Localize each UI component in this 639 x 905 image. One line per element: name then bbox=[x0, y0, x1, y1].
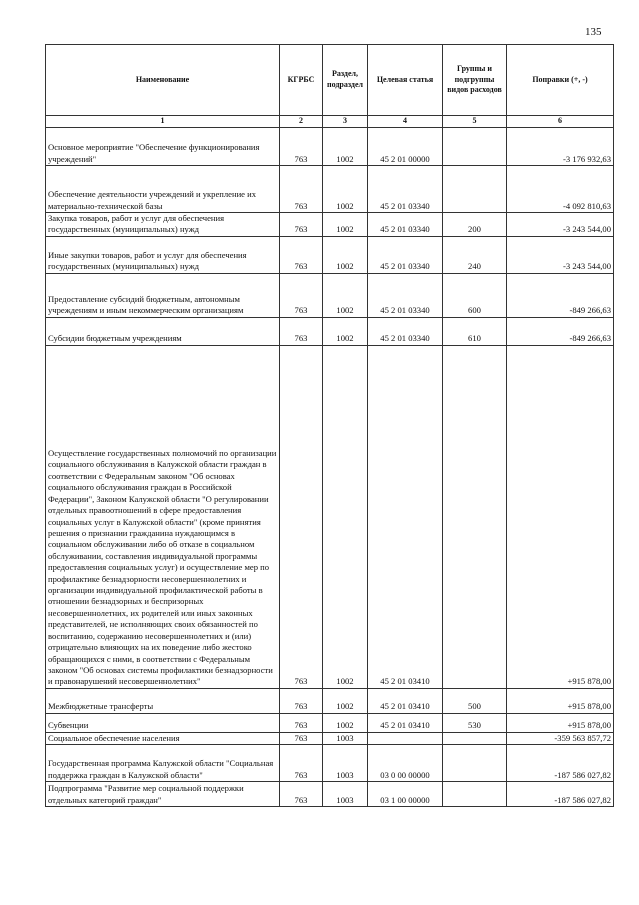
row-kgrbs: 763 bbox=[280, 166, 323, 213]
page-number: 135 bbox=[585, 26, 602, 38]
row-target-article: 45 2 01 03410 bbox=[368, 688, 443, 713]
budget-amendments-table bbox=[45, 44, 614, 807]
row-target-article: 45 2 01 03340 bbox=[368, 317, 443, 345]
row-amount: +915 878,00 bbox=[507, 688, 614, 713]
row-expense-group bbox=[443, 782, 507, 807]
header-target: Целевая статья bbox=[368, 45, 443, 116]
row-expense-group bbox=[443, 732, 507, 744]
column-number: 1 bbox=[46, 116, 280, 128]
row-expense-group bbox=[443, 166, 507, 213]
row-name: Социальное обеспечение населения bbox=[46, 732, 280, 744]
row-amount: -3 176 932,63 bbox=[507, 128, 614, 166]
row-name: Обеспечение деятельности учреждений и укрепление их материально-технической базы bbox=[46, 166, 280, 213]
row-section: 1003 bbox=[323, 732, 368, 744]
row-expense-group bbox=[443, 745, 507, 782]
row-target-article: 45 2 01 03340 bbox=[368, 213, 443, 237]
row-section: 1002 bbox=[323, 273, 368, 317]
row-amount: -4 092 810,63 bbox=[507, 166, 614, 213]
table-row bbox=[46, 273, 614, 317]
row-amount: -187 586 027,82 bbox=[507, 745, 614, 782]
row-kgrbs: 763 bbox=[280, 317, 323, 345]
table-row bbox=[46, 688, 614, 713]
row-name: Основное мероприятие "Обеспечение функционирования учреждений" bbox=[46, 128, 280, 166]
row-amount: +915 878,00 bbox=[507, 345, 614, 688]
row-section: 1002 bbox=[323, 345, 368, 688]
column-number: 2 bbox=[280, 116, 323, 128]
row-section: 1003 bbox=[323, 745, 368, 782]
row-name: Государственная программа Калужской области "Социальная поддержка граждан в Калужской области" bbox=[46, 745, 280, 782]
table-row bbox=[46, 128, 614, 166]
row-target-article: 45 2 01 00000 bbox=[368, 128, 443, 166]
header-kgrbs: КГРБС bbox=[280, 45, 323, 116]
column-number-row bbox=[46, 116, 614, 128]
table-row bbox=[46, 213, 614, 237]
row-kgrbs: 763 bbox=[280, 713, 323, 732]
table-row bbox=[46, 745, 614, 782]
row-section: 1002 bbox=[323, 317, 368, 345]
table-row bbox=[46, 713, 614, 732]
row-kgrbs: 763 bbox=[280, 236, 323, 273]
table-row bbox=[46, 317, 614, 345]
column-number: 4 bbox=[368, 116, 443, 128]
row-expense-group bbox=[443, 345, 507, 688]
row-section: 1002 bbox=[323, 713, 368, 732]
row-target-article: 03 0 00 00000 bbox=[368, 745, 443, 782]
row-kgrbs: 763 bbox=[280, 782, 323, 807]
row-expense-group: 530 bbox=[443, 713, 507, 732]
row-target-article: 45 2 01 03410 bbox=[368, 713, 443, 732]
row-target-article: 45 2 01 03410 bbox=[368, 345, 443, 688]
row-amount: -3 243 544,00 bbox=[507, 213, 614, 237]
row-amount: +915 878,00 bbox=[507, 713, 614, 732]
row-target-article: 45 2 01 03340 bbox=[368, 236, 443, 273]
row-expense-group: 610 bbox=[443, 317, 507, 345]
row-name: Подпрограмма "Развитие мер социальной поддержки отдельных категорий граждан" bbox=[46, 782, 280, 807]
table-header-row bbox=[46, 45, 614, 116]
row-target-article: 03 1 00 00000 bbox=[368, 782, 443, 807]
column-number: 6 bbox=[507, 116, 614, 128]
row-kgrbs: 763 bbox=[280, 732, 323, 744]
row-amount: -359 563 857,72 bbox=[507, 732, 614, 744]
row-name: Закупка товаров, работ и услуг для обеспечения государственных (муниципальных) нужд bbox=[46, 213, 280, 237]
row-section: 1002 bbox=[323, 236, 368, 273]
row-expense-group bbox=[443, 128, 507, 166]
row-section: 1002 bbox=[323, 688, 368, 713]
row-kgrbs: 763 bbox=[280, 688, 323, 713]
row-section: 1002 bbox=[323, 166, 368, 213]
row-expense-group: 200 bbox=[443, 213, 507, 237]
row-expense-group: 500 bbox=[443, 688, 507, 713]
row-expense-group: 240 bbox=[443, 236, 507, 273]
header-groups: Группы и подгруппы видов расходов bbox=[443, 45, 507, 116]
row-kgrbs: 763 bbox=[280, 273, 323, 317]
row-section: 1002 bbox=[323, 213, 368, 237]
row-name: Субсидии бюджетным учреждениям bbox=[46, 317, 280, 345]
table-row bbox=[46, 166, 614, 213]
row-name: Осуществление государственных полномочий по организации социального обслуживания в Калужской области граждан в соответствии с Федеральным законом "Об основах социального обслуживания граждан в Российской Федерации", Законом Калужской области "О регулировании отдельных правоотношений в сфере предоставления социальных услуг в Калужской области" (кроме принятия решения о признании гражданина нуждающимся в социальном обслуживании либо об отказе в социальном обслуживании, составления индивидуальной программы предоставления социальных услуг) и осуществление мер по профилактике безнадзорности несовершеннолетних и организации индивидуальной профилактической работы в отношении безнадзорных и беспризорных несовершеннолетних, их родителей или иных законных представителей, не исполняющих своих обязанностей по воспитанию, содержанию несовершеннолетних и (или) отрицательно влияющих на их поведение либо жестоко обращающихся с ними, в соответствии с Федеральным законом "Об основах системы профилактики безнадзорности и правонарушений несовершеннолетних" bbox=[46, 345, 280, 688]
row-section: 1003 bbox=[323, 782, 368, 807]
row-expense-group: 600 bbox=[443, 273, 507, 317]
table-row bbox=[46, 236, 614, 273]
row-amount: -849 266,63 bbox=[507, 273, 614, 317]
column-number: 5 bbox=[443, 116, 507, 128]
column-number: 3 bbox=[323, 116, 368, 128]
row-kgrbs: 763 bbox=[280, 128, 323, 166]
row-kgrbs: 763 bbox=[280, 345, 323, 688]
row-name: Субвенции bbox=[46, 713, 280, 732]
row-section: 1002 bbox=[323, 128, 368, 166]
row-name: Предоставление субсидий бюджетным, автономным учреждениям и иным некоммерческим организациям bbox=[46, 273, 280, 317]
header-section: Раздел, подраздел bbox=[323, 45, 368, 116]
table-row bbox=[46, 782, 614, 807]
row-name: Межбюджетные трансферты bbox=[46, 688, 280, 713]
row-amount: -187 586 027,82 bbox=[507, 782, 614, 807]
row-amount: -3 243 544,00 bbox=[507, 236, 614, 273]
row-target-article bbox=[368, 732, 443, 744]
row-kgrbs: 763 bbox=[280, 213, 323, 237]
row-name: Иные закупки товаров, работ и услуг для обеспечения государственных (муниципальных) нужд bbox=[46, 236, 280, 273]
table-row bbox=[46, 732, 614, 744]
row-target-article: 45 2 01 03340 bbox=[368, 166, 443, 213]
row-target-article: 45 2 01 03340 bbox=[368, 273, 443, 317]
table-row bbox=[46, 345, 614, 688]
header-amendments: Поправки (+, -) bbox=[507, 45, 614, 116]
header-name: Наименование bbox=[46, 45, 280, 116]
row-amount: -849 266,63 bbox=[507, 317, 614, 345]
row-kgrbs: 763 bbox=[280, 745, 323, 782]
